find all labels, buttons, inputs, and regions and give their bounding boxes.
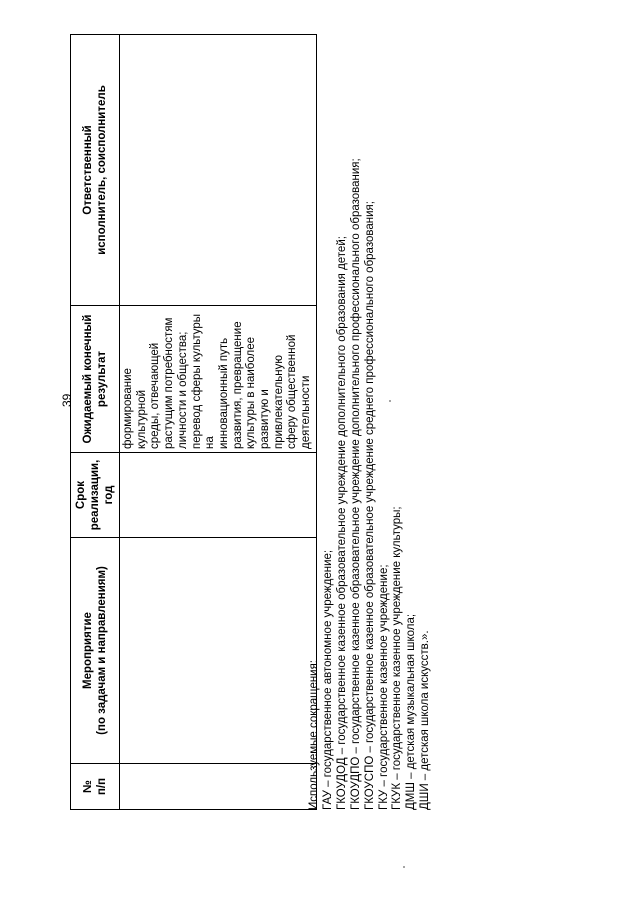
cell-result: формирование культурной среды, отвечающей растущим потребностям личности и общества; перевод сферы культуры на инновационный путь развития, превращение культуры в наиболее развитую и привлекательную сферу общественной деятельности bbox=[120, 306, 317, 453]
cell-activity bbox=[120, 538, 317, 764]
header-responsible: Ответственный исполнитель, соисполнитель bbox=[71, 35, 120, 306]
list-item: ГКОУДОД – государственное казенное образовательное учреждение дополнительного образования детей; bbox=[335, 236, 348, 810]
abbreviations-title: Используемые сокращения: bbox=[308, 659, 320, 810]
table-row bbox=[120, 35, 317, 810]
list-item: ГКУ – государственное казенное учреждение; bbox=[377, 564, 390, 810]
header-activity: Мероприятие (по задачам и направлениям) bbox=[71, 538, 120, 764]
list-item: ГКОУСПО – государственное казенное образовательное учреждение среднего профессионального образования; bbox=[363, 201, 376, 810]
cell-responsible bbox=[120, 35, 317, 306]
abbreviations-list bbox=[308, 35, 433, 810]
header-num: № п/п bbox=[71, 764, 120, 810]
activities-table bbox=[70, 34, 317, 810]
header-result: Ожидаемый конечный результат bbox=[71, 306, 120, 453]
header-term: Срок реализации, год bbox=[71, 453, 120, 538]
cell-num bbox=[120, 764, 317, 810]
list-item: ДШИ – детская школа искусств.». bbox=[419, 630, 432, 810]
table-header-row bbox=[71, 35, 120, 810]
page-number: 39 bbox=[60, 393, 74, 407]
rotated-page-content bbox=[70, 35, 470, 810]
cell-term bbox=[120, 453, 317, 538]
list-item: ГКОУДПО – государственное казенное образовательное учреждение дополнительного профессионального образования; bbox=[349, 158, 362, 810]
scan-speck bbox=[403, 866, 405, 868]
list-item: ГКУК – государственное казенное учреждение культуры; bbox=[391, 506, 404, 810]
list-item: ДМШ – детская музыкальная школа; bbox=[405, 613, 418, 810]
list-item: ГАУ – государственное автономное учреждение; bbox=[321, 549, 334, 810]
scan-speck bbox=[389, 400, 391, 402]
